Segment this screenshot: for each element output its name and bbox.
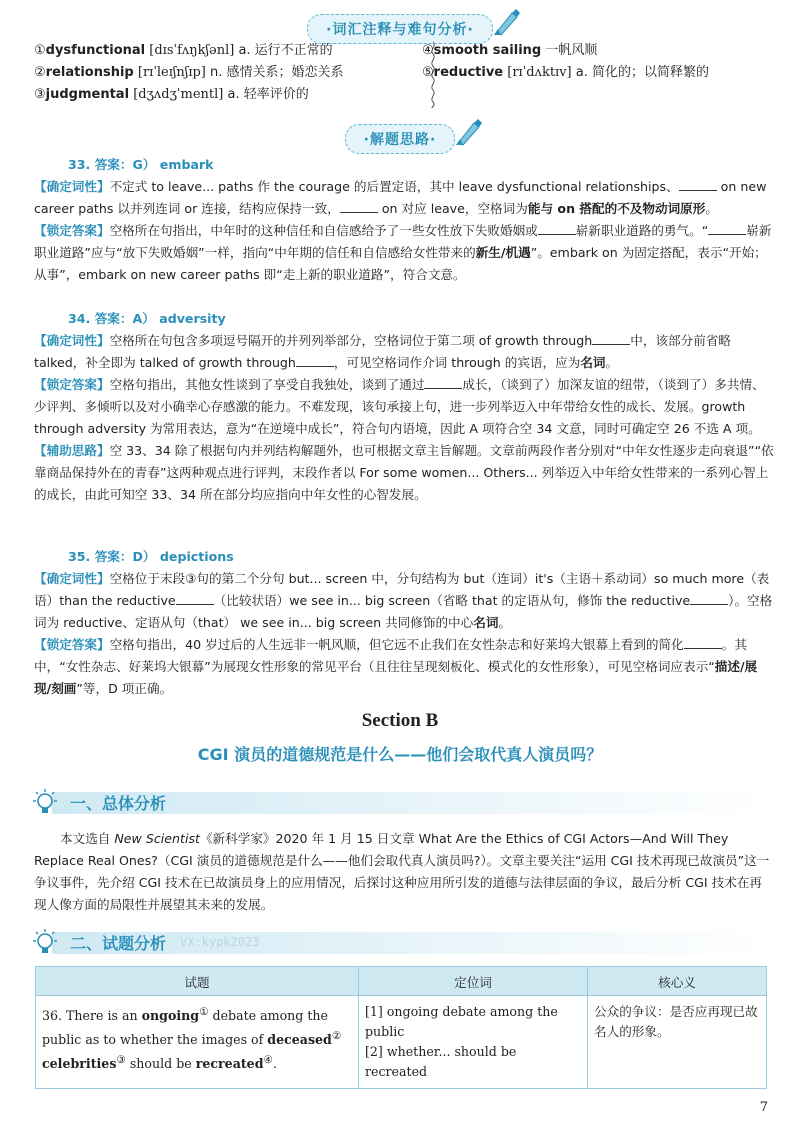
paragraph: 【确定词性】空格所在句包含多项逗号隔开的并列列举部分，空格词位于第二项 of growth through 中，该部分前省略 talked，补全即为 talked of growth through ，可见空格词作介词 through 的宾语，应为名词。 [34,333,731,370]
overall-analysis-text: 本文选自 New Scientist《新科学家》2020 年 1 月 15 日文章 What Are the Ethics of CGI Actors—And Will They Replace Real Ones?（CGI 演员的道德规范是什么——他们会取代真人演员吗?）。文章主要关注“运用 CGI 技术再现已故演员”这一争议事件，先介绍 CGI 技术在已故演员身上的应用情况，后探讨这种应用所引发的道德与法律层面的争议，最后分析 CGI 技术在再现人像方面的局限性并展望其未来的发展。 [34,831,770,912]
paragraph: 【辅助思路】空 33、34 除了根据句内并列结构解题外，也可根据文章主旨解题。文章前两段作者分别对“中年女性逐步走向衰退”“依靠商品保持外在的青春”这两种观点进行评判，末段作者以 For some women... Others... 列举迈入中年给女性带来的一系列心智上的成长，由此可知空 33、34 所在部分均应指向中年女性的心智发展。 [34,443,774,502]
vocab-column-left [34,40,344,106]
core-meaning-cell: 公众的争议：是否应再现已故名人的形象。 [588,996,767,1089]
paragraph: 【锁定答案】空格句指出，40 岁过后的人生远非一帆风顺，但它远不止我们在女性杂志和好莱坞大银幕上看到的简化 。其中，“女性杂志、好莱坞大银幕”为展现女性形象的常见平台（且往往呈现刻板化、模式化的女性形象），可见空格词应表示“描述/展现/刻画”等，D 项正确。 [34,637,758,696]
answer-35: 35. 答案：D） depictions [68,549,234,564]
solve-header-wrap [0,124,800,152]
table-row [36,996,767,1089]
article-title: CGI 演员的道德规范是什么——他们会取代真人演员吗？ [197,745,603,764]
lightbulb-icon [30,928,60,958]
paragraph: 【锁定答案】空格所在句指出，中年时的这种信任和自信感给予了一些女性放下失败婚姻或 崭新职业道路的勇气。“ 崭新职业道路”应与“放下失败婚姻”一样，指向“中年期的信任和自信感给女性带来的新生/机遇”。embark on 为固定搭配，表示“开始；从事”，embark on new career paths 即“走上新的职业道路”，符合文意。 [34,223,772,282]
question-33 [34,154,774,286]
column-header: 试题 [36,967,359,996]
blank [424,376,462,389]
blank [340,200,378,213]
vocab-header-wrap [0,14,800,42]
blank [592,332,630,345]
vocab-column-right [422,40,709,84]
blank [690,592,728,605]
question-35 [34,546,774,700]
blank [176,592,214,605]
overall-analysis-header: 一、总体分析 [30,788,775,818]
column-header: 定位词 [359,967,588,996]
page-number: 7 [759,1100,768,1115]
question-cell: 36. There is an ongoing① debate among the public as to whether the images of deceased② celebrities③ should be recreated④. [36,996,359,1089]
column-header: 核心义 [588,967,767,996]
question-34 [34,308,774,506]
paragraph: 【锁定答案】空格句指出，其他女性谈到了享受自我独处，谈到了通过 成长，（谈到了）加深友谊的纽带，（谈到了）多共情、少评判、多倾听以及对小确幸心存感激的能力。不难发现，该句承接上句，进一步列举迈入中年带给女性的成长、发展。growth through adversity 为常用表达，意为“在逆境中成长”，符合句内语境，因此 A 项符合空 34 文意，同时可确定空 26 不选 A 项。 [34,377,765,436]
watermark: VX:kypk2023 [180,935,260,949]
vocab-list [34,40,774,120]
paragraph: 【确定词性】不定式 to leave... paths 作 the courage 的后置定语，其中 leave dysfunctional relationships、 on new career paths 以并列连词 or 连接，结构应保持一致， on 对应 leave，空格词为能与 on 搭配的不及物动词原形。 [34,179,767,216]
solve-header: ·解题思路· [345,124,456,154]
vocab-item: ③judgmental [dʒʌdʒˈmentl] a. 轻率评价的 [34,87,309,102]
answer-34: 34. 答案：A） adversity [68,311,226,326]
paragraph: 【确定词性】空格位于末段③句的第二个分句 but... screen 中，分句结构为 but（连词）it's（主语＋系动词）so much more（表语）than the reductive （比较状语）we see in... big screen（省略 that 的定语从句，修饰 the reductive ）。空格词为 reductive、定语从句（that） we see in... big screen 共同修饰的中心名词。 [34,571,773,630]
blank [538,222,576,235]
table-header-row [36,967,767,996]
blank [296,354,334,367]
blank [679,178,717,191]
analysis-table [35,966,767,1089]
vocab-item: ⑤reductive [rɪˈdʌktɪv] a. 简化的；以简释繁的 [422,65,709,80]
answer-33: 33. 答案：G） embark [68,157,214,172]
vocab-item: ①dysfunctional [dɪsˈfʌŋkʃənl] a. 运行不正常的 [34,43,333,58]
vocab-header: ·词汇注释与难句分析· [307,14,493,44]
pen-icon [454,117,484,147]
test-analysis-header: 二、试题分析 VX:kypk2023 [30,928,775,958]
vocab-item: ④smooth sailing 一帆风顺 [422,43,598,58]
locator-cell: [1] ongoing debate among the public [2] whether... should be recreated [359,996,588,1089]
blank [684,636,722,649]
section-title: Section B [361,710,439,731]
pen-icon [492,7,522,37]
vocab-item: ②relationship [rɪˈleɪʃnʃɪp] n. 感情关系；婚恋关系 [34,65,344,80]
lightbulb-icon [30,788,60,818]
blank [708,222,746,235]
